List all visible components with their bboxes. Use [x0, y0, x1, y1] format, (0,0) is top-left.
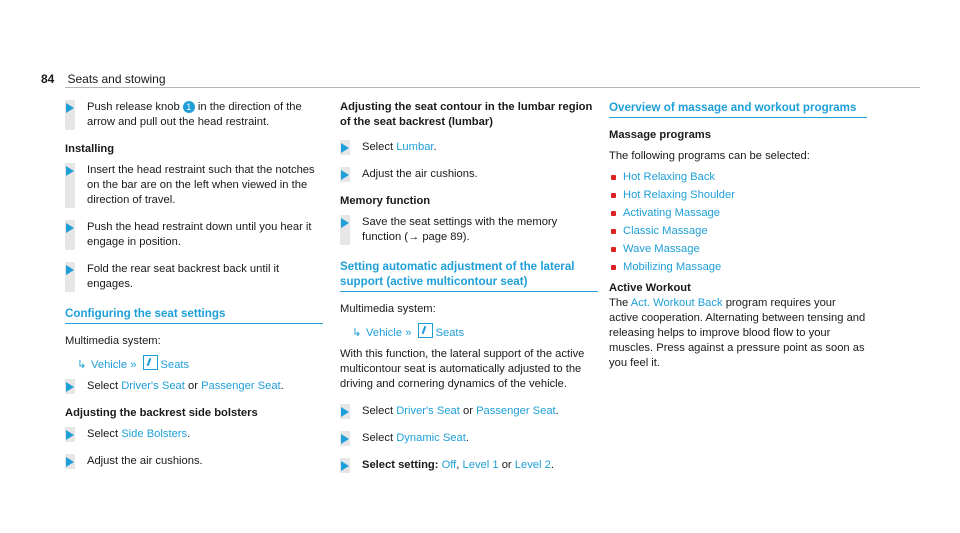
step-select-lumbar: Select Lumbar. — [340, 140, 598, 155]
program-item[interactable]: Mobilizing Massage — [609, 260, 867, 275]
dynamic-seat-link[interactable]: Dynamic Seat — [396, 432, 466, 444]
nav-seats[interactable]: Seats — [160, 359, 190, 371]
lumbar-heading: Adjusting the seat contour in the lumbar region of the seat backrest (lumbar) — [340, 101, 593, 128]
step-select-seat: Select Driver's Seat or Passenger Seat. — [65, 379, 323, 394]
program-item[interactable]: Hot Relaxing Shoulder — [609, 188, 867, 203]
step-arrow-icon — [341, 407, 349, 417]
drivers-seat-link[interactable]: Driver's Seat — [121, 380, 185, 392]
section-configuring: Configuring the seat settings — [65, 306, 323, 324]
drivers-seat-link[interactable]: Driver's Seat — [396, 405, 460, 417]
step-fold: Fold the rear seat backrest back until it engages. — [65, 262, 323, 292]
seat-icon — [143, 355, 158, 370]
step-arrow-icon — [66, 103, 74, 113]
step-arrow-icon — [66, 382, 74, 392]
section-automatic-adjustment: Setting automatic adjustment of the lateral support (active multicontour seat) — [340, 259, 598, 292]
step-arrow-icon — [341, 461, 349, 471]
nav-vehicle[interactable]: Vehicle — [91, 359, 128, 371]
step-push: Push the head restraint down until you hear it engage in position. — [65, 220, 323, 250]
step-select-dynamic-seat: Select Dynamic Seat. — [340, 431, 598, 446]
step-arrow-icon — [66, 457, 74, 467]
off-option[interactable]: Off — [441, 459, 457, 471]
step-select-setting: Select setting: Off, Level 1 or Level 2. — [340, 458, 598, 473]
step-adjust-air-lumbar: Adjust the air cushions. — [340, 167, 598, 182]
side-bolsters-link[interactable]: Side Bolsters — [121, 428, 188, 440]
column-middle — [340, 100, 598, 485]
step-select-bolsters: Select Side Bolsters. — [65, 427, 323, 442]
step-arrow-icon — [66, 265, 74, 275]
step-select-seat: Select Driver's Seat or Passenger Seat. — [340, 404, 598, 419]
step-adjust-air: Adjust the air cushions. — [65, 454, 323, 469]
chevron-icon: » — [130, 359, 137, 371]
chevron-icon: » — [405, 327, 412, 339]
level2-option[interactable]: Level 2 — [514, 459, 551, 471]
body-text: With this function, the lateral support of the active multicontour seat is automatically adjusted to the driving and cornering dynamics of the vehicle. — [340, 348, 585, 390]
nav-path — [340, 323, 598, 341]
page-header — [41, 72, 921, 88]
lumbar-link[interactable]: Lumbar — [396, 141, 434, 153]
program-item[interactable]: Wave Massage — [609, 242, 867, 257]
step-arrow-icon — [341, 143, 349, 153]
page-number: 84 — [41, 72, 55, 86]
submenu-arrow-icon: ↳ — [77, 359, 87, 371]
step-insert: Insert the head restraint such that the notches on the bar are on the left when viewed in the direction of travel. — [65, 163, 323, 208]
header-divider — [65, 87, 920, 88]
step-arrow-icon — [66, 223, 74, 233]
program-item[interactable]: Classic Massage — [609, 224, 867, 239]
multimedia-label: Multimedia system: — [340, 303, 436, 315]
step-arrow-icon — [341, 434, 349, 444]
workout-link[interactable]: Act. Workout Back — [630, 297, 723, 309]
program-item[interactable]: Activating Massage — [609, 206, 867, 221]
level1-option[interactable]: Level 1 — [462, 459, 499, 471]
program-item[interactable]: Hot Relaxing Back — [609, 170, 867, 185]
multimedia-label: Multimedia system: — [65, 335, 161, 347]
seat-icon — [418, 323, 433, 338]
section-overview: Overview of massage and workout programs — [609, 100, 867, 118]
step-arrow-icon — [341, 218, 349, 228]
bolsters-heading: Adjusting the backrest side bolsters — [65, 407, 258, 419]
submenu-arrow-icon: ↳ — [352, 327, 362, 339]
step-arrow-icon — [341, 170, 349, 180]
step-memory: Save the seat settings with the memory function (→ page 89). — [340, 215, 598, 245]
memory-heading: Memory function — [340, 195, 431, 207]
nav-vehicle[interactable]: Vehicle — [366, 327, 403, 339]
workout-heading: Active Workout — [609, 282, 691, 294]
column-right — [609, 100, 867, 377]
massage-heading: Massage programs — [609, 129, 711, 141]
column-left — [65, 100, 323, 481]
page-title: Seats and stowing — [67, 72, 166, 86]
passenger-seat-link[interactable]: Passenger Seat — [201, 380, 281, 392]
passenger-seat-link[interactable]: Passenger Seat — [476, 405, 556, 417]
callout-number-icon: 1 — [183, 101, 195, 113]
installing-heading: Installing — [65, 143, 115, 155]
step-arrow-icon — [66, 166, 74, 176]
nav-seats[interactable]: Seats — [435, 327, 465, 339]
nav-path — [65, 355, 323, 373]
workout-text: The Act. Workout Back program requires your active cooperation. Alternating between tensing and releasing helps to improve blood flow to your muscles. Press against a pressure point as soon as you feel it. — [609, 297, 866, 369]
step-arrow-icon — [66, 430, 74, 440]
program-list — [609, 170, 867, 275]
step-release-knob: Push release knob 1 in the direction of the arrow and pull out the head restraint. — [65, 100, 323, 130]
intro-text: The following programs can be selected: — [609, 150, 810, 162]
